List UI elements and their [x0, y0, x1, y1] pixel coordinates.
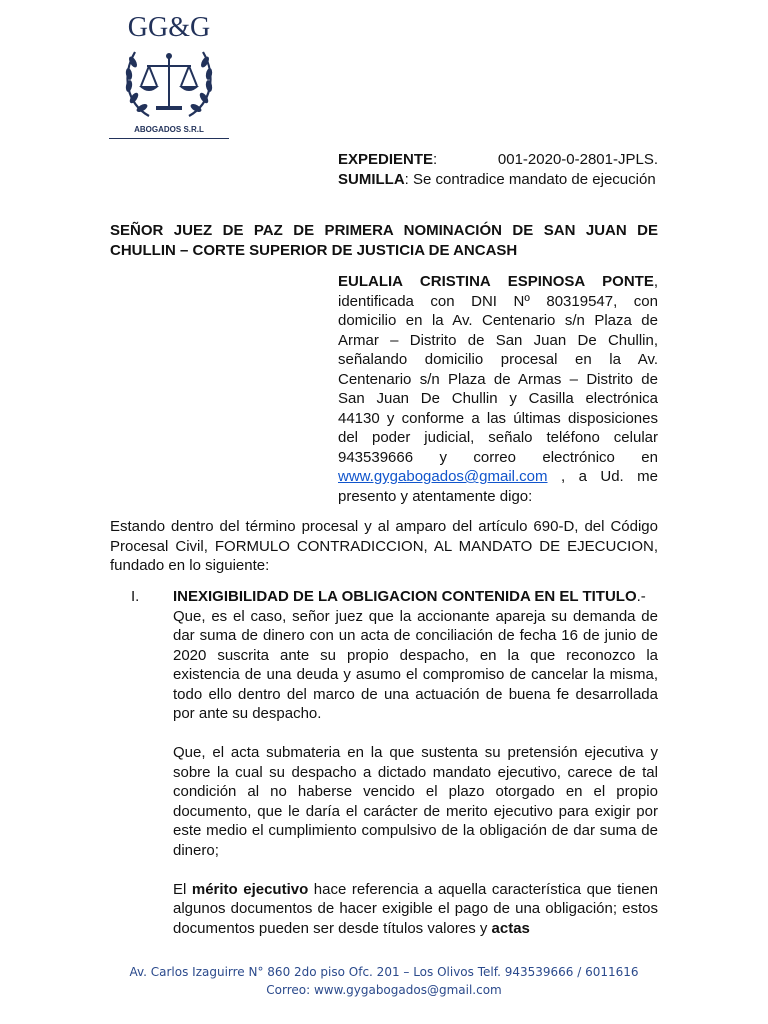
expediente-value: 001-2020-0-2801-JPLS.	[497, 151, 658, 168]
footer-email-line	[0, 981, 768, 1001]
logo-divider	[109, 138, 229, 139]
section-title-line	[173, 587, 658, 607]
petitioner-closing: , a Ud. me presento y atentamente digo:	[338, 468, 658, 505]
logo-subtitle: ABOGADOS S.R.L	[134, 125, 204, 134]
sumilla-value: : Se contradice mandato de ejecución	[404, 170, 656, 188]
paragraph-2: Que, el acta submateria en la que sustenta su pretensión ejecutiva y sobre la cual su despacho a dictado mandato ejecutivo, carece de tal condición al no haberse vencido el plazo otorgado en el propio documento, que le daría el carácter de merito ejecutivo para exigir por este medio el cumplimiento compulsivo de la obligación de dar suma de dinero;	[173, 744, 658, 859]
expediente-row: EXPEDIENTE: 001-2020-0-2801-JPLS.	[338, 151, 658, 168]
scales-of-justice-icon	[109, 6, 229, 138]
petitioner-details: , identificada con DNI Nº 80319547, con domicilio en la Av. Centenario s/n Plaza de Armar – Distrito de San Juan De Chullin, señalando domicilio procesal en la Av. Centenario s/n Plaza de Armas – Distrito de San Juan De Chullin y Casilla electrónica 44130 y conforme a las últimas disposiciones del poder judicial, señalo teléfono celular 943539666 y correo electrónico en	[338, 273, 658, 466]
section-number: I.	[131, 588, 140, 605]
footer-correo-label: Correo:	[266, 983, 311, 997]
paragraph-3	[173, 880, 658, 939]
paragraph-1: Que, es el caso, señor juez que la accionante apareja su demanda de dar suma de dinero con un acta de conciliación de fecha 16 de junio de 2020 suscrita ante su propio despacho, en la que reconozco la existencia de una deuda y asumo el compromiso de cancelar la misma, todo ello dentro del marco de una actuación de buena fe desarrollada por ante su despacho.	[173, 607, 658, 722]
footer-address: Av. Carlos Izaguirre N° 860 2do piso Ofc. 201 – Los Olivos Telf. 943539666 / 6011616	[129, 965, 639, 979]
sumilla-label: SUMILLA	[338, 170, 405, 188]
footer-correo-value: www.gygabogados@gmail.com	[310, 983, 502, 997]
section-title-suffix: .-	[636, 588, 646, 605]
email-link[interactable]: www.gygabogados@gmail.com	[338, 468, 548, 485]
section-title: INEXIGIBILIDAD DE LA OBLIGACION CONTENIDA EN EL TITULO	[173, 588, 637, 605]
intro-paragraph: Estando dentro del término procesal y al amparo del artículo 690-D, del Código Procesal Civil, FORMULO CONTRADICCION, AL MANDATO DE EJECUCION, fundado en lo siguiente:	[110, 518, 658, 574]
petitioner-block	[338, 272, 658, 506]
addressee: SEÑOR JUEZ DE PAZ DE PRIMERA NOMINACIÓN DE SAN JUAN DE CHULLIN – CORTE SUPERIOR DE JUSTICIA DE ANCASH	[110, 222, 658, 259]
sumilla-row	[338, 170, 658, 190]
case-meta	[338, 150, 658, 189]
p3-bold-end: actas	[491, 919, 530, 937]
section-body	[173, 587, 658, 938]
logo-brand: GG&G	[127, 12, 211, 43]
firm-logo	[109, 6, 229, 138]
p3-start: El	[173, 880, 192, 898]
p3-bold: mérito ejecutivo	[191, 880, 309, 898]
expediente-label: EXPEDIENTE	[338, 151, 434, 168]
p3-middle: hace referencia a aquella característica que tienen algunos documentos de hacer exigible el pago de una obligación; estos documentos pueden ser desde títulos valores y	[173, 880, 658, 937]
petitioner-name: EULALIA CRISTINA ESPINOSA PONTE	[338, 273, 654, 290]
